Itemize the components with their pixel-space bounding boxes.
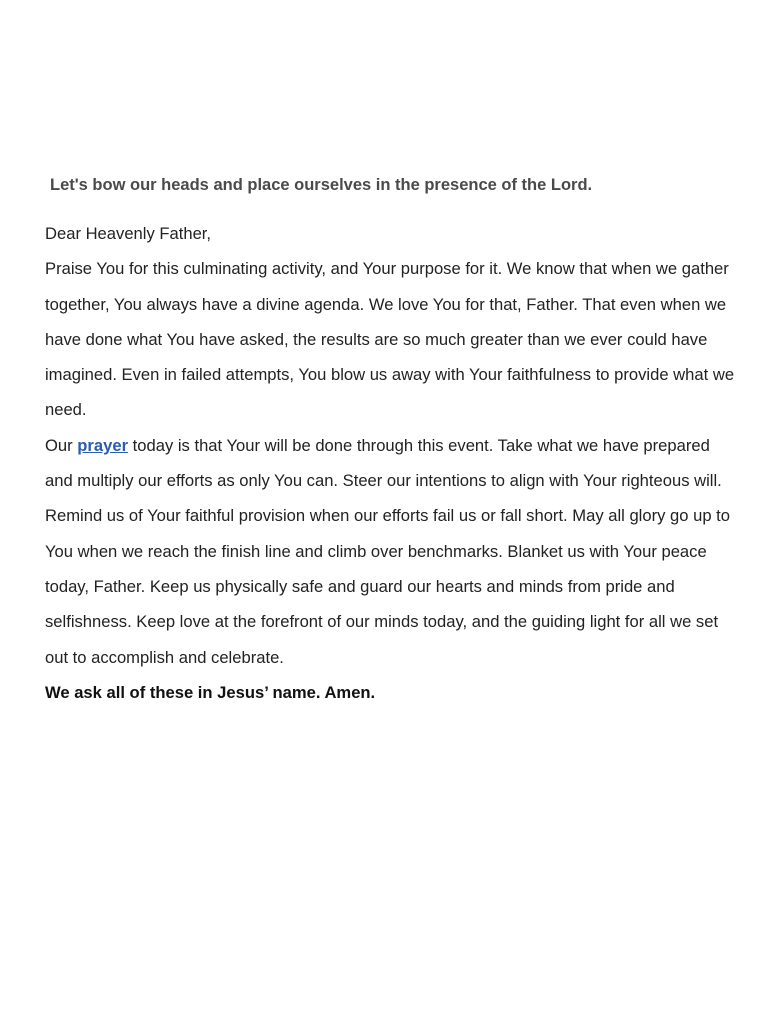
- salutation: Dear Heavenly Father,: [45, 224, 212, 243]
- closing-line: We ask all of these in Jesus’ name. Amen.: [45, 682, 376, 702]
- paragraph-prayer-lead: Our: [45, 435, 73, 455]
- prayer-link[interactable]: prayer: [77, 435, 129, 455]
- intro-line: Let's bow our heads and place ourselves in the presence of the Lord.: [50, 176, 593, 194]
- paragraph-prayer: [45, 428, 735, 675]
- prayer-body: [45, 216, 735, 710]
- paragraph-praise: Praise You for this culminating activity, and Your purpose for it. We know that when we gather together, You always have a divine agenda. We love You for that, Father. That even when we have done what You have asked, the results are so much greater than we ever could have imagined. Even in failed attempts, You blow us away with Your faithfulness to provide what we need.: [45, 259, 735, 420]
- paragraph-prayer-rest: today is that Your will be done through this event. Take what we have prepared and multiply our efforts as only You can. Steer our intentions to align with Your righteous will. Remind us of Your faithful provision when our efforts fail us or fall short. May all glory go up to You when we reach the finish line and climb over benchmarks. Blanket us with Your peace today, Father. Keep us physically safe and guard our hearts and minds from pride and selfishness. Keep love at the forefront of our minds today, and the guiding light for all we set out to accomplish and celebrate.: [45, 435, 731, 667]
